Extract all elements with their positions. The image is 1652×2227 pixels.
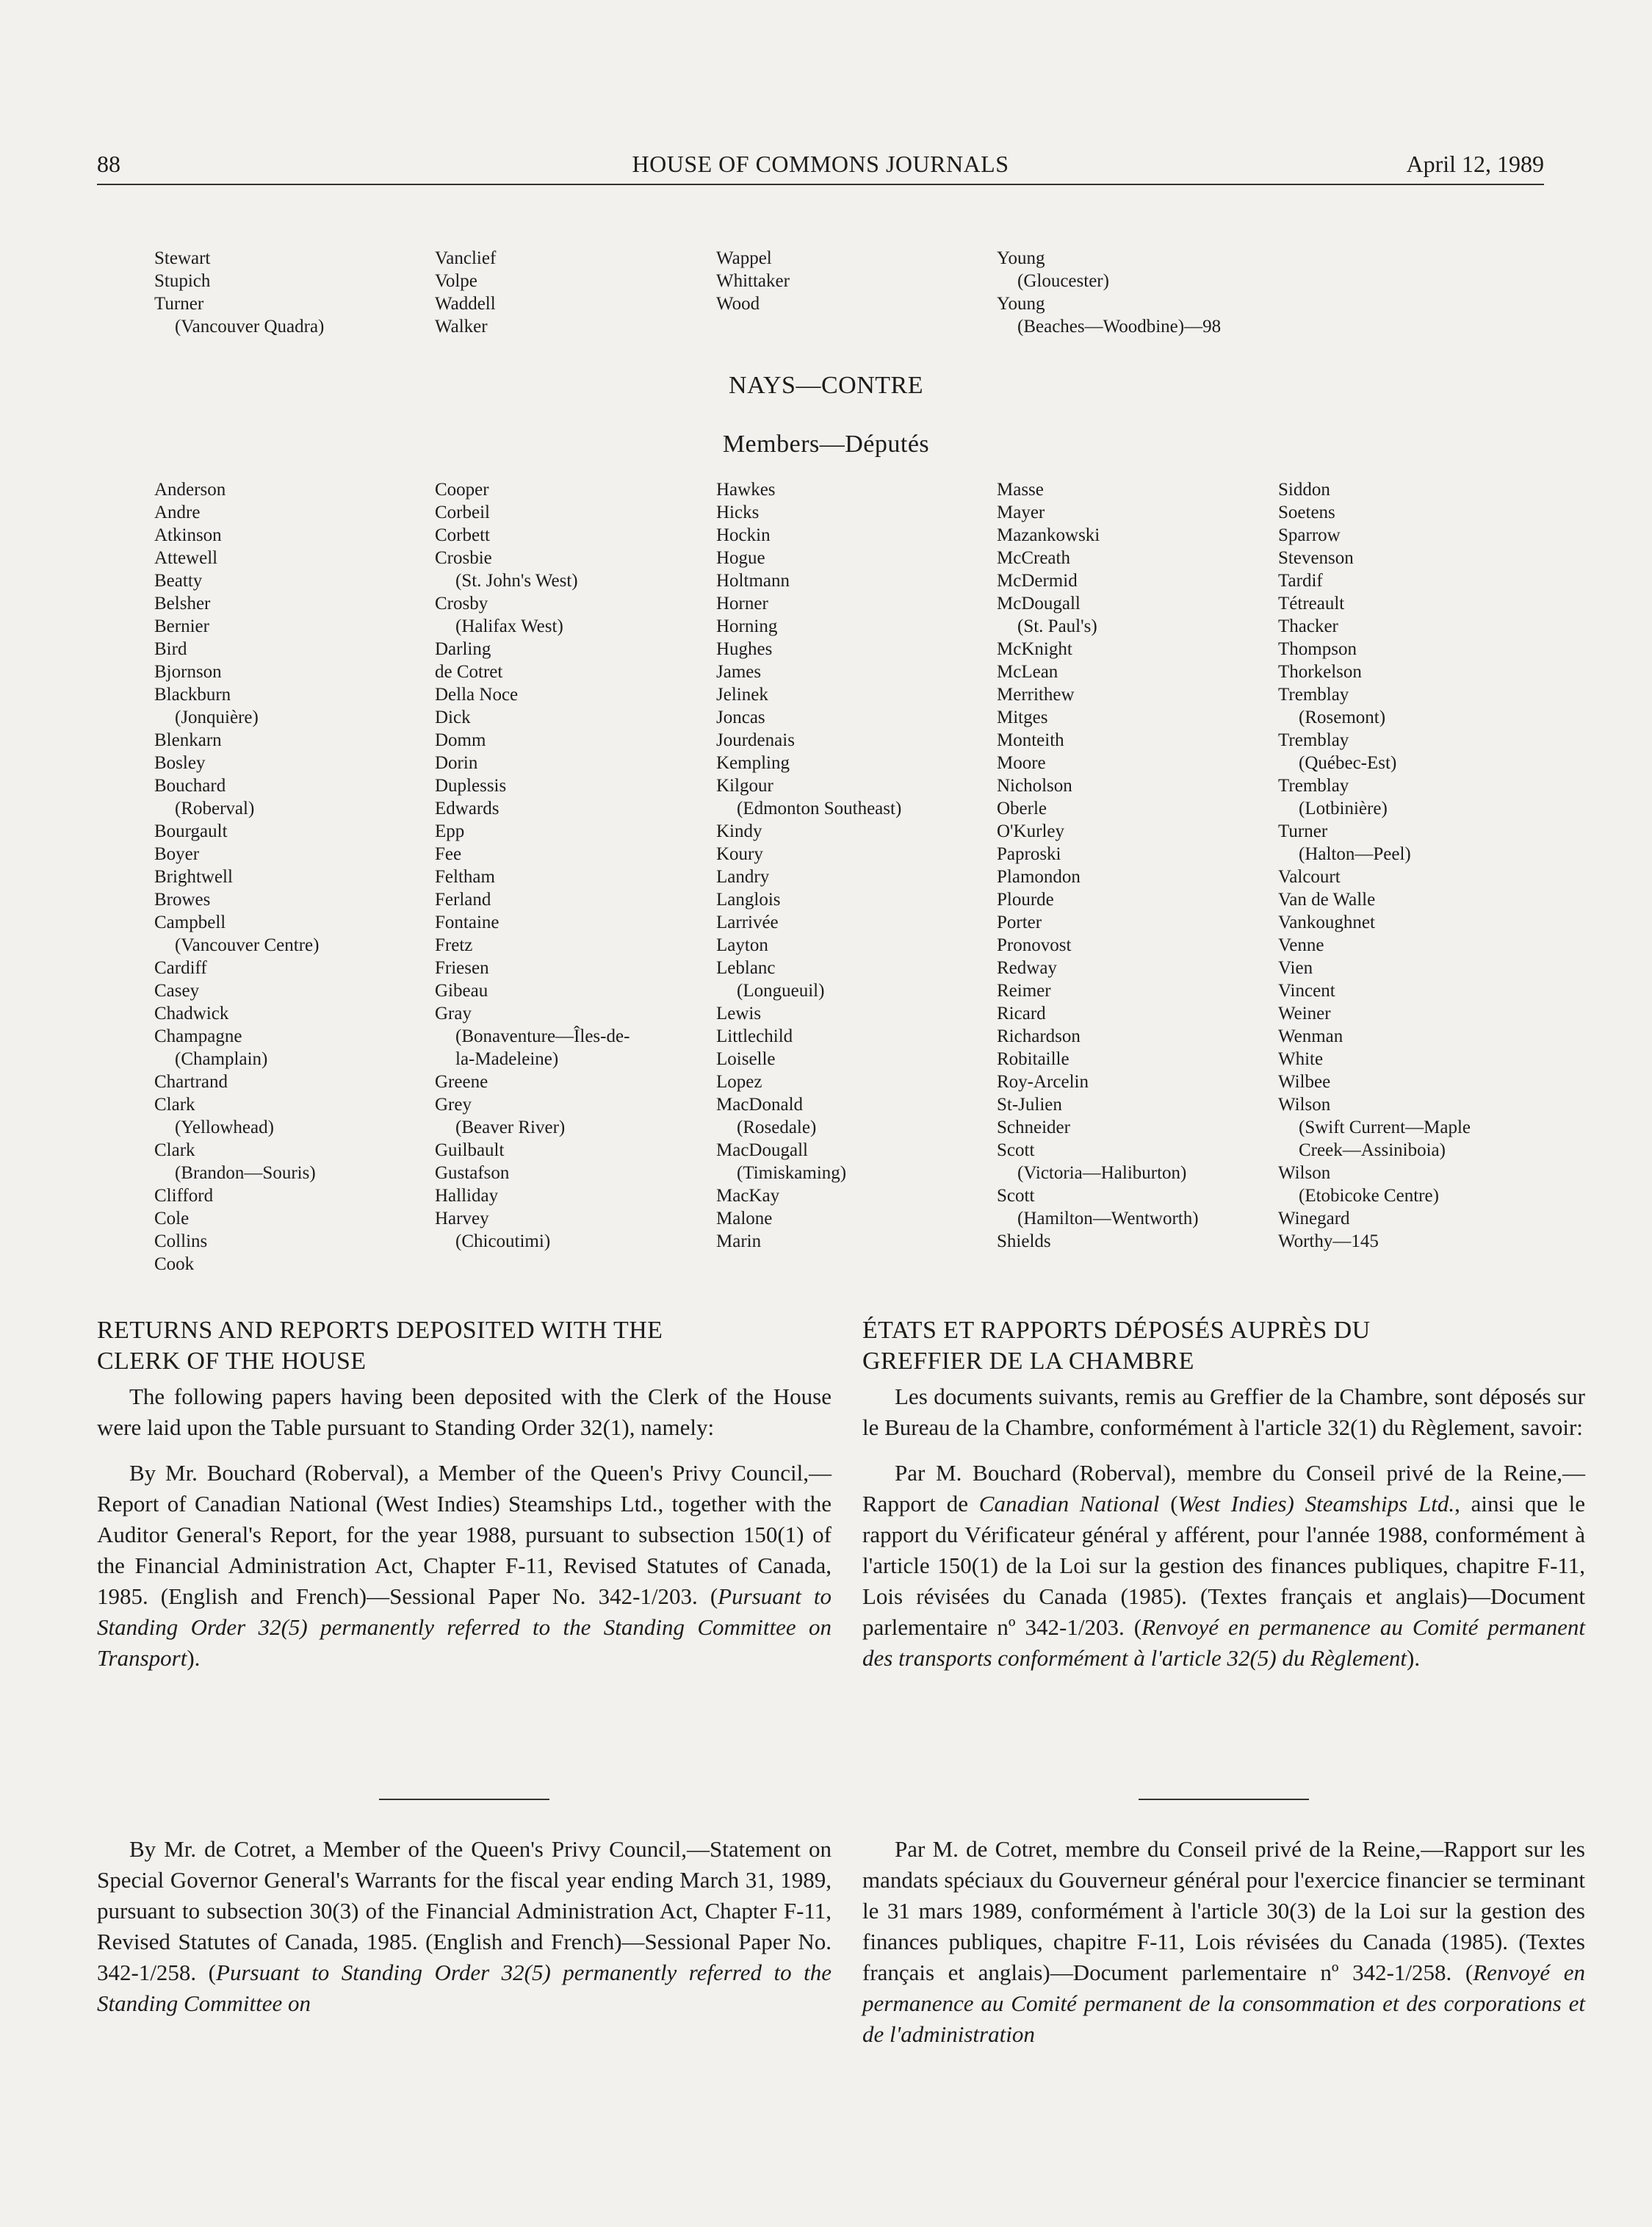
member-name: Campbell (154, 913, 226, 932)
member-name: (Chicoutimi) (455, 1231, 551, 1251)
member-name: Walker (435, 317, 488, 337)
member-name: Scott (997, 1140, 1035, 1160)
member-name: Thacker (1278, 616, 1338, 636)
member-name: Joncas (716, 708, 765, 727)
member-name: Redway (997, 958, 1057, 978)
member-name: (Timiskaming) (737, 1163, 847, 1183)
member-name: Turner (154, 294, 204, 314)
member-name: (Victoria—Haliburton) (1017, 1163, 1187, 1183)
member-name: Duplessis (435, 776, 507, 796)
member-name: Marin (716, 1231, 762, 1251)
member-name: Monteith (997, 730, 1064, 750)
member-name: Crosbie (435, 548, 492, 568)
member-name: Fontaine (435, 913, 499, 932)
member-name: (Yellowhead) (175, 1118, 274, 1137)
member-name: Soetens (1278, 503, 1335, 522)
member-name: Van de Walle (1278, 890, 1376, 910)
member-name: Halliday (435, 1186, 499, 1206)
member-name: Valcourt (1278, 867, 1341, 887)
member-name: Blackburn (154, 685, 231, 705)
member-name: Fee (435, 844, 462, 864)
member-name: Tétreault (1278, 594, 1345, 614)
member-name: Ferland (435, 890, 491, 910)
member-name: Hawkes (716, 480, 776, 500)
english-section-heading: RETURNS AND REPORTS DEPOSITED WITH THE CLERK OF THE HOUSE (97, 1317, 663, 1375)
member-name: Roy-Arcelin (997, 1072, 1089, 1092)
member-name: O'Kurley (997, 821, 1064, 841)
member-name: McDermid (997, 571, 1078, 591)
member-name: Young (997, 294, 1045, 314)
member-name: Friesen (435, 958, 489, 978)
nays-column-3 (716, 478, 901, 1253)
member-name: Hockin (716, 525, 771, 545)
member-name: (Vancouver Centre) (175, 935, 320, 955)
member-name: Clark (154, 1140, 195, 1160)
member-name: Domm (435, 730, 486, 750)
member-name: Champagne (154, 1026, 242, 1046)
yeas-column-2 (435, 247, 496, 338)
member-name: (Lotbinière) (1299, 799, 1388, 819)
member-name: Tremblay (1278, 776, 1349, 796)
member-name: Wilson (1278, 1163, 1331, 1183)
section-divider-english (379, 1799, 549, 1800)
member-name: Browes (154, 890, 211, 910)
member-name: Littlechild (716, 1026, 793, 1046)
french-column-continued (862, 1834, 1585, 2065)
english-paragraph-bouchard: By Mr. Bouchard (Roberval), a Member of the Queen's Privy Council,—Report of Canadian National (West Indies) Steamships Ltd., together with the Auditor General's Report, for the year 1988, pursuant to subsection 150(1) of the Financial Administration Act, Chapter F-11, Revised Statutes of Canada, 1985. (English and French)—Sessional Paper No. 342-1/203. (Pursuant to Standing Order 32(5) permanently referred to the Standing Committee on Transport). (97, 1460, 832, 1671)
member-name: Layton (716, 935, 768, 955)
member-name: Thorkelson (1278, 662, 1362, 682)
member-name: McCreath (997, 548, 1070, 568)
member-name: Richardson (997, 1026, 1081, 1046)
member-name: Schneider (997, 1118, 1070, 1137)
member-name: Weiner (1278, 1004, 1331, 1023)
member-name: Shields (997, 1231, 1051, 1251)
member-name: St-Julien (997, 1095, 1062, 1115)
member-name: (Rosedale) (737, 1118, 817, 1137)
member-name: Della Noce (435, 685, 519, 705)
member-name: Worthy—145 (1278, 1231, 1379, 1251)
member-name: Reimer (997, 981, 1051, 1001)
french-paragraph-decotret: Par M. de Cotret, membre du Conseil privé de la Reine,—Rapport sur les mandats spéciaux du Gouverneur général pour l'exercice financier se terminant le 31 mars 1989, conformément à l'article 30(3) de la Loi sur la gestion des finances publiques, chapitre F-11, Lois révisées du Canada (1985). (Textes français et anglais)—Document parlementaire nº 342-1/258. (Renvoyé en permanence au Comité permanent de la consommation et des corporations et de l'administration (862, 1836, 1585, 2047)
member-name: Holtmann (716, 571, 790, 591)
member-name: Leblanc (716, 958, 776, 978)
member-name: Stewart (154, 248, 211, 268)
member-name: Bouchard (154, 776, 226, 796)
member-name: Cook (154, 1254, 195, 1274)
member-name: Chartrand (154, 1072, 228, 1092)
member-name: (Bonaventure—Îles-de- (455, 1026, 630, 1046)
member-name: Corbett (435, 525, 490, 545)
member-name: Hogue (716, 548, 765, 568)
member-name: MacDougall (716, 1140, 808, 1160)
member-name: Robitaille (997, 1049, 1070, 1069)
member-name: Plamondon (997, 867, 1081, 887)
member-name: (Vancouver Quadra) (175, 317, 325, 337)
member-name: Fretz (435, 935, 473, 955)
yeas-column-1 (154, 247, 324, 338)
member-name: Pronovost (997, 935, 1072, 955)
nays-column-5 (1278, 478, 1471, 1253)
member-name: Clifford (154, 1186, 214, 1206)
french-section-heading: ÉTATS ET RAPPORTS DÉPOSÉS AUPRÈS DU GREFFIER DE LA CHAMBRE (862, 1317, 1371, 1375)
member-name: Venne (1278, 935, 1324, 955)
member-name: Tremblay (1278, 685, 1349, 705)
member-name: Horner (716, 594, 768, 614)
member-name: Langlois (716, 890, 781, 910)
english-paragraph-decotret: By Mr. de Cotret, a Member of the Queen's Privy Council,—Statement on Special Governor General's Warrants for the fiscal year ending March 31, 1989, pursuant to subsection 30(3) of the Financial Administration Act, Chapter F-11, Revised Statutes of Canada, 1985. (English and French)—Sessional Paper No. 342-1/258. (Pursuant to Standing Order 32(5) permanently referred to the Standing Committee on (97, 1836, 832, 2016)
member-name: Belsher (154, 594, 211, 614)
nays-column-1 (154, 478, 319, 1276)
member-name: Volpe (435, 271, 477, 291)
member-name: Grey (435, 1095, 472, 1115)
member-name: Kempling (716, 753, 790, 773)
member-name: Greene (435, 1072, 488, 1092)
member-name: McKnight (997, 639, 1072, 659)
member-name: Masse (997, 480, 1044, 500)
member-name: Vincent (1278, 981, 1335, 1001)
member-name: Epp (435, 821, 465, 841)
member-name: (Etobicoke Centre) (1299, 1186, 1439, 1206)
member-name: Vankoughnet (1278, 913, 1375, 932)
french-intro: Les documents suivants, remis au Greffier de la Chambre, sont déposés sur le Bureau de la Chambre, conformément à l'article 32(1) du Règlement, savoir: (862, 1384, 1585, 1440)
member-name: Casey (154, 981, 200, 1001)
member-name: Dick (435, 708, 471, 727)
member-name: Landry (716, 867, 770, 887)
member-name: Hicks (716, 503, 760, 522)
member-name: Tremblay (1278, 730, 1349, 750)
member-name: Loiselle (716, 1049, 776, 1069)
member-name: MacDonald (716, 1095, 804, 1115)
member-name: Siddon (1278, 480, 1330, 500)
page-header (97, 147, 1544, 185)
member-name: Scott (997, 1186, 1035, 1206)
member-name: Mazankowski (997, 525, 1100, 545)
member-name: Porter (997, 913, 1042, 932)
member-name: (Beaches—Woodbine)—98 (1017, 317, 1222, 337)
nays-column-2 (435, 478, 630, 1253)
nays-subheading: Members—Députés (722, 431, 930, 458)
member-name: (St. Paul's) (1017, 616, 1097, 636)
member-name: (Québec-Est) (1299, 753, 1397, 773)
member-name: Bjornson (154, 662, 222, 682)
member-name: Thompson (1278, 639, 1357, 659)
english-intro: The following papers having been deposited with the Clerk of the House were laid upon the Table pursuant to Standing Order 32(1), namely: (97, 1384, 832, 1440)
member-name: Guilbault (435, 1140, 505, 1160)
member-name: Stupich (154, 271, 211, 291)
member-name: Lewis (716, 1004, 762, 1023)
member-name: Horning (716, 616, 778, 636)
member-name: (Gloucester) (1017, 271, 1109, 291)
member-name: Collins (154, 1231, 208, 1251)
page-number: 88 (97, 151, 120, 177)
member-name: Larrivée (716, 913, 779, 932)
member-name: Bourgault (154, 821, 228, 841)
member-name: Attewell (154, 548, 218, 568)
member-name: Feltham (435, 867, 495, 887)
member-name: McDougall (997, 594, 1081, 614)
member-name: (Champlain) (175, 1049, 268, 1069)
section-divider-french (1139, 1799, 1309, 1800)
member-name: Cardiff (154, 958, 207, 978)
member-name: (Rosemont) (1299, 708, 1386, 727)
member-name: (Brandon—Souris) (175, 1163, 316, 1183)
member-name: Plourde (997, 890, 1054, 910)
member-name: Nicholson (997, 776, 1072, 796)
member-name: (Halifax West) (455, 616, 563, 636)
nays-heading: NAYS—CONTRE (729, 372, 923, 399)
member-name: (Beaver River) (455, 1118, 566, 1137)
member-name: Kilgour (716, 776, 773, 796)
member-name: Gibeau (435, 981, 488, 1001)
member-name: Lopez (716, 1072, 762, 1092)
member-name: James (716, 662, 762, 682)
member-name: Darling (435, 639, 491, 659)
member-name: Wenman (1278, 1026, 1343, 1046)
member-name: Winegard (1278, 1209, 1350, 1228)
member-name: Mayer (997, 503, 1045, 522)
member-name: Blenkarn (154, 730, 222, 750)
nays-column-4 (997, 478, 1199, 1253)
member-name: Boyer (154, 844, 200, 864)
member-name: Creek—Assiniboia) (1299, 1140, 1446, 1160)
member-name: Brightwell (154, 867, 233, 887)
member-name: Chadwick (154, 1004, 229, 1023)
member-name: Clark (154, 1095, 195, 1115)
member-name: Bernier (154, 616, 209, 636)
member-name: Malone (716, 1209, 773, 1228)
journal-title: HOUSE OF COMMONS JOURNALS (632, 151, 1009, 177)
member-name: Moore (997, 753, 1046, 773)
member-name: Vien (1278, 958, 1313, 978)
member-name: Crosby (435, 594, 488, 614)
member-name: Wilbee (1278, 1072, 1331, 1092)
member-name: Young (997, 248, 1045, 268)
member-name: Edwards (435, 799, 499, 819)
member-name: Whittaker (716, 271, 790, 291)
member-name: (Roberval) (175, 799, 255, 819)
member-name: (Edmonton Southeast) (737, 799, 902, 819)
member-name: McLean (997, 662, 1058, 682)
member-name: Merrithew (997, 685, 1075, 705)
english-column (97, 1315, 832, 1688)
member-name: Hughes (716, 639, 773, 659)
member-name: Jelinek (716, 685, 768, 705)
member-name: Beatty (154, 571, 203, 591)
member-name: Wappel (716, 248, 772, 268)
member-name: Bird (154, 639, 187, 659)
english-column-continued (97, 1834, 832, 2034)
member-name: Corbeil (435, 503, 490, 522)
member-name: Mitges (997, 708, 1048, 727)
member-name: Paproski (997, 844, 1061, 864)
member-name: Wilson (1278, 1095, 1331, 1115)
member-name: la-Madeleine) (455, 1049, 559, 1069)
member-name: (Hamilton—Wentworth) (1017, 1209, 1199, 1228)
french-paragraph-bouchard: Par M. Bouchard (Roberval), membre du Conseil privé de la Reine,—Rapport de Canadian National (West Indies) Steamships Ltd., ainsi que le rapport du Vérificateur général y afférent, pour l'année 1988, conformément à l'article 150(1) de la Loi sur la gestion des finances publiques, chapitre F-11, Lois révisées du Canada (1985). (Textes français et anglais)—Document parlementaire nº 342-1/203. (Renvoyé en permanence au Comité permanent des transports conformément à l'article 32(5) du Règlement). (862, 1460, 1585, 1671)
member-name: Koury (716, 844, 763, 864)
member-name: Bosley (154, 753, 206, 773)
member-name: (Swift Current—Maple (1299, 1118, 1471, 1137)
member-name: (Jonquière) (175, 708, 259, 727)
member-name: Turner (1278, 821, 1328, 841)
journal-date: April 12, 1989 (1406, 151, 1544, 177)
member-name: Waddell (435, 294, 496, 314)
member-name: Anderson (154, 480, 226, 500)
member-name: Kindy (716, 821, 762, 841)
member-name: Oberle (997, 799, 1047, 819)
member-name: Gustafson (435, 1163, 510, 1183)
member-name: Atkinson (154, 525, 222, 545)
member-name: Ricard (997, 1004, 1046, 1023)
member-name: Stevenson (1278, 548, 1354, 568)
member-name: Harvey (435, 1209, 489, 1228)
member-name: (St. John's West) (455, 571, 578, 591)
member-name: Wood (716, 294, 760, 314)
member-name: de Cotret (435, 662, 503, 682)
member-name: Gray (435, 1004, 472, 1023)
member-name: MacKay (716, 1186, 780, 1206)
member-name: White (1278, 1049, 1324, 1069)
french-column (862, 1315, 1585, 1688)
yeas-column-3 (716, 247, 790, 315)
member-name: Cooper (435, 480, 489, 500)
member-name: (Halton—Peel) (1299, 844, 1411, 864)
member-name: Jourdenais (716, 730, 795, 750)
member-name: Cole (154, 1209, 190, 1228)
member-name: (Longueuil) (737, 981, 825, 1001)
member-name: Andre (154, 503, 201, 522)
member-name: Dorin (435, 753, 478, 773)
yeas-column-4 (997, 247, 1221, 338)
member-name: Sparrow (1278, 525, 1341, 545)
member-name: Vanclief (435, 248, 497, 268)
member-name: Tardif (1278, 571, 1323, 591)
